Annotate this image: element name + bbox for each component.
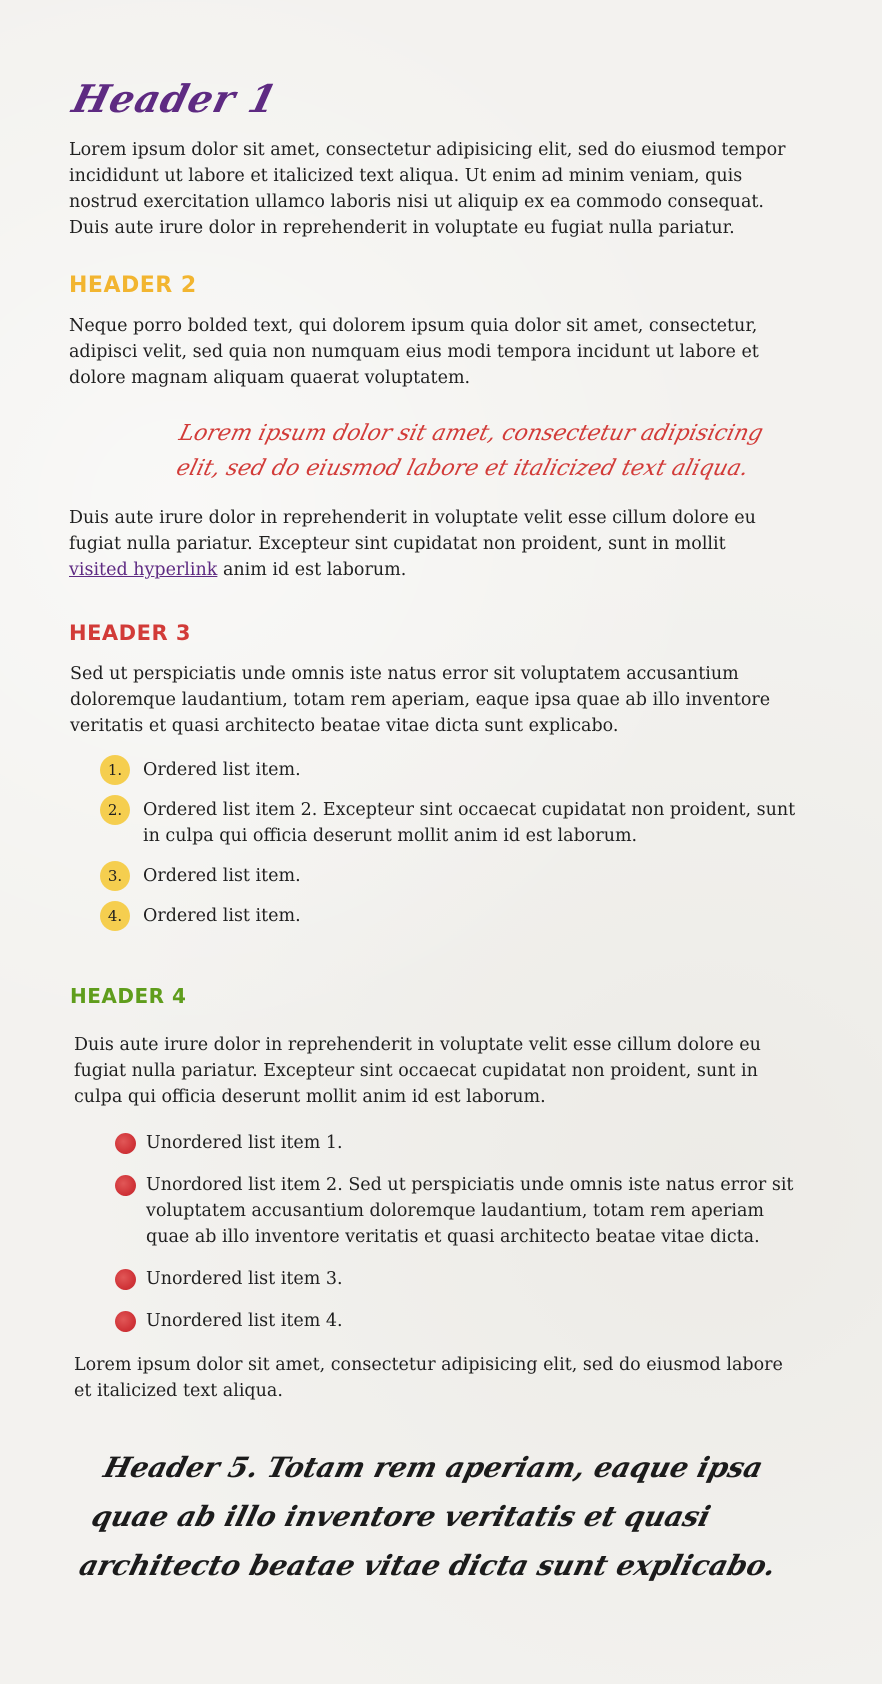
- blockquote: Lorem ipsum dolor sit amet, consectetur adipisicing elit, sed do eiusmod labore et italicized text aliqua.: [173, 421, 766, 481]
- ordered-list-item-text: Ordered list item.: [143, 866, 301, 886]
- bullet-icon: [115, 1311, 136, 1332]
- unordered-list-item-text: Unordered list item 3.: [146, 1269, 343, 1289]
- unordered-list-item: [115, 1266, 800, 1292]
- paragraph-1: Lorem ipsum dolor sit amet, consectetur adipisicing elit, sed do eiusmod tempor incididunt ut labore et italicized text aliqua. Ut enim ad minim veniam, quis nostrud exercitation ullamco laboris nisi ut aliquip ex ea commodo consequat. Duis aute irure dolor in reprehenderit in voluptate eu fugiat nulla pariatur.: [69, 140, 786, 238]
- unordered-list-item: [115, 1308, 800, 1334]
- header-1: Header 1: [68, 76, 283, 121]
- ordered-list: [100, 757, 800, 929]
- bullet-icon: [115, 1133, 136, 1154]
- number-badge: 4.: [100, 901, 130, 931]
- header-5: Header 5. Totam rem aperiam, eaque ipsa quae ab illo inventore veritatis et quasi architecto beatae vitae dicta sunt explicabo.: [75, 1451, 780, 1582]
- paragraph-5: Duis aute irure dolor in reprehenderit in voluptate velit esse cillum dolore eu fugiat nulla pariatur. Excepteur sint occaecat cupidatat non proident, sunt in culpa qui officia deserunt mollit anim id est laborum.: [74, 1035, 761, 1107]
- ordered-list-item: [100, 903, 800, 929]
- unordered-list: [115, 1130, 800, 1334]
- ordered-list-item: [100, 757, 800, 783]
- paragraph-4: Sed ut perspiciatis unde omnis iste natus error sit voluptatem accusantium doloremque laudantium, totam rem aperiam, eaque ipsa quae ab illo inventore veritatis et quasi architecto beatae vitae dicta sunt explicabo.: [70, 664, 771, 736]
- number-badge: 1.: [100, 755, 130, 785]
- number-badge: 3.: [100, 861, 130, 891]
- paragraph-3-text-after: anim id est laborum.: [217, 560, 407, 580]
- visited-hyperlink[interactable]: visited hyperlink: [69, 560, 218, 580]
- bullet-icon: [115, 1269, 136, 1290]
- number-badge: 2.: [100, 795, 130, 825]
- bullet-icon: [115, 1175, 136, 1196]
- ordered-list-item: [100, 863, 800, 889]
- unordered-list-item-text: Unordored list item 2. Sed ut perspiciatis unde omnis iste natus error sit voluptatem accusantium doloremque laudantium, totam rem aperiam quae ab illo inventore veritatis et quasi architecto beatae vitae dicta.: [146, 1175, 794, 1247]
- header-3: HEADER 3: [69, 621, 192, 645]
- header-4: HEADER 4: [70, 984, 187, 1008]
- unordered-list-item-text: Unordered list item 1.: [146, 1133, 343, 1153]
- ordered-list-item-text: Ordered list item.: [143, 760, 301, 780]
- paragraph-3: [69, 505, 789, 583]
- header-2: HEADER 2: [69, 273, 197, 298]
- ordered-list-item: [100, 797, 800, 849]
- ordered-list-item-text: Ordered list item 2. Excepteur sint occaecat cupidatat non proident, sunt in culpa qui officia deserunt mollit anim id est laborum.: [143, 800, 796, 846]
- unordered-list-item-text: Unordered list item 4.: [146, 1311, 343, 1331]
- ordered-list-item-text: Ordered list item.: [143, 906, 301, 926]
- unordered-list-item: [115, 1172, 800, 1250]
- paragraph-6: Lorem ipsum dolor sit amet, consectetur adipisicing elit, sed do eiusmod labore et italicized text aliqua.: [74, 1355, 783, 1401]
- unordered-list-item: [115, 1130, 800, 1156]
- paragraph-2: Neque porro bolded text, qui dolorem ipsum quia dolor sit amet, consectetur, adipisci velit, sed quia non numquam eius modi tempora incidunt ut labore et dolore magnam aliquam quaerat voluptatem.: [69, 316, 759, 388]
- paragraph-3-text-before: Duis aute irure dolor in reprehenderit in voluptate velit esse cillum dolore eu fugiat nulla pariatur. Excepteur sint cupidatat non proident, sunt in mollit: [69, 508, 756, 554]
